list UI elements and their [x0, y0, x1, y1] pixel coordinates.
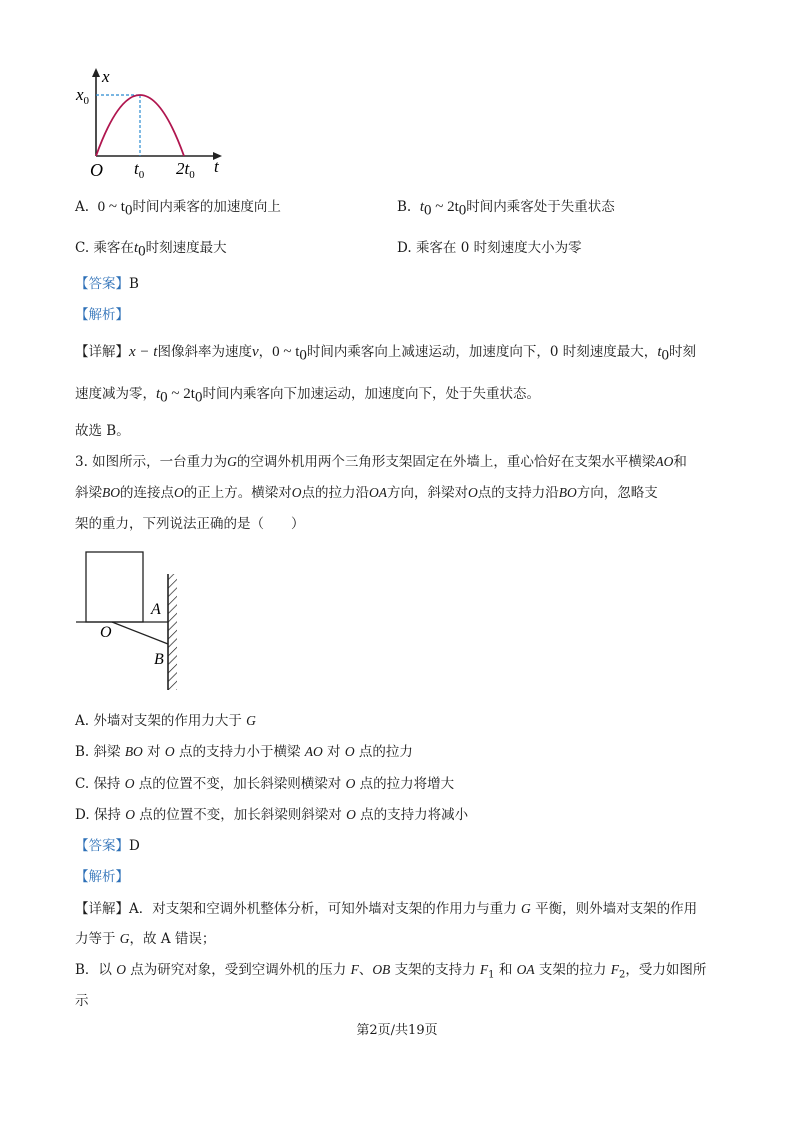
q3-option-a: A. 外墙对支架的作用力大于 G	[75, 713, 256, 729]
wall-hatch	[168, 574, 177, 690]
x-axis-label: t	[214, 157, 219, 176]
q2-option-a: A. 0 ~ $t_0$时间内乘客的加速度向上	[75, 199, 281, 219]
q2-analysis-tag: 【解析】	[75, 307, 129, 323]
q3-answer: 【答案】D	[75, 838, 140, 854]
x-t-graph	[70, 64, 240, 184]
q2-option-b: B. $t_0$ ~ $2t_0$时间内乘客处于失重状态	[397, 199, 615, 219]
q3-detail-line2: 力等于 G，故 A 错误；	[75, 931, 216, 947]
q3-analysis-tag: 【解析】	[75, 869, 129, 885]
q3-option-b: B. 斜梁 BO 对 O 点的支持力小于横梁 AO 对 O 点的拉力	[75, 744, 413, 760]
q3-stem-line1: 3. 如图所示，一台重力为G的空调外机用两个三角形支架固定在外墙上，重心恰好在支架水平横梁AO和	[75, 454, 687, 470]
q3-detail-line1: 【详解】A．对支架和空调外机整体分析，可知外墙对支架的作用力与重力 G 平衡，则外墙对支架的作用	[75, 901, 698, 917]
y-tick-x0: $x_0$	[76, 85, 90, 107]
q3-stem-line3: 架的重力，下列说法正确的是（ ）	[75, 516, 305, 532]
q2-detail-line2: 速度减为零，$t_0$ ~ $2t_0$时间内乘客向下加速运动，加速度向下，处于失重状态。	[75, 386, 540, 406]
q3-detail-line4: 示	[75, 993, 89, 1009]
q2-option-d: D. 乘客在 0 时刻速度大小为零	[397, 240, 582, 256]
q2-conclusion: 故选 B。	[75, 423, 130, 439]
page-footer: 第2页/共19页	[356, 1023, 438, 1038]
x-tick-t0: $t_0$	[134, 159, 145, 181]
q3-stem-line2: 斜梁BO的连接点O的正上方。横梁对O点的拉力沿OA方向，斜梁对O点的支持力沿BO方向，忽略支	[75, 485, 658, 501]
y-axis-label: x	[102, 67, 110, 86]
beam-bo	[112, 622, 168, 644]
q3-option-d: D. 保持 O 点的位置不变，加长斜梁则斜梁对 O 点的支持力将减小	[75, 807, 469, 823]
q2-detail-line1: 【详解】x − t图像斜率为速度v，0 ~ $t_0$时间内乘客向上减速运动，加速度向下，0 时刻速度最大，$t_0$时刻	[75, 344, 696, 364]
y-axis-arrow	[92, 68, 100, 77]
ac-unit-box	[86, 552, 143, 622]
label-b: B	[154, 651, 164, 668]
q3-option-c: C. 保持 O 点的位置不变，加长斜梁则横梁对 O 点的拉力将增大	[75, 776, 455, 792]
label-a: A	[151, 601, 161, 618]
origin-label: O	[90, 160, 103, 180]
x-tick-2t0: $2t_0$	[176, 159, 195, 181]
bracket-figure	[72, 548, 192, 694]
q2-option-c: C. 乘客在$t_0$时刻速度最大	[75, 240, 227, 260]
label-o: O	[100, 624, 112, 641]
q2-answer: 【答案】B	[75, 276, 139, 292]
q3-detail-line3: B．以 O 点为研究对象，受到空调外机的压力 F、OB 支架的支持力 $F_1$ 和 OA 支架的拉力 $F_2$，受力如图所	[75, 962, 707, 981]
